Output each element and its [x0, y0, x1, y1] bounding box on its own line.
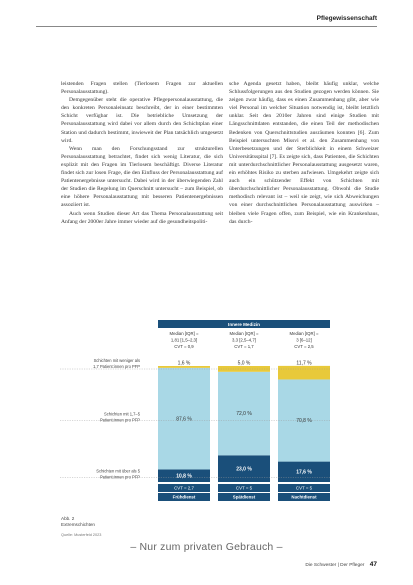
column-head-line: Median [IQR] =	[289, 331, 319, 336]
figure-caption	[61, 516, 101, 538]
chart-svg	[60, 320, 350, 525]
column-head-line: Median [IQR] =	[169, 331, 199, 336]
series-label: Patient:innen pro PFP	[99, 474, 140, 480]
category-label: Spätdienst	[232, 494, 256, 500]
page-footer	[305, 561, 377, 568]
right-column	[229, 80, 379, 226]
data-label: 72,0 %	[236, 411, 252, 418]
data-label: 87,6 %	[176, 416, 192, 423]
category-label: Frühdienst	[172, 494, 196, 500]
data-label: 11,7 %	[296, 360, 312, 367]
category-label: Nachtdienst	[291, 494, 317, 500]
column-head-line: 3,3 [2,5–4,7]	[232, 337, 256, 343]
column-head-line: 1,81 [1,5–2,3]	[170, 337, 198, 343]
cvt-note: CVT = 5	[235, 485, 253, 491]
data-label: 17,6 %	[296, 469, 312, 476]
cvt-note: CVT = 2,7	[174, 485, 194, 491]
series-label: Schichten mit weniger als	[93, 358, 140, 363]
series-label: Schichten mit über als 5	[96, 468, 140, 474]
bar-segment	[278, 366, 330, 380]
group-header-label: Innere Medizin	[228, 321, 260, 327]
data-label: 10,8 %	[176, 473, 192, 480]
header-rule	[36, 26, 377, 27]
series-label: 1,7 Patient:innen pro PFP	[93, 363, 140, 369]
data-label: 23,0 %	[236, 466, 252, 473]
journal-name: Die Schwester | Der Pfleger	[305, 563, 365, 568]
series-label: Patient:innen pro PFP	[99, 417, 140, 423]
caption-title: Abb. 2	[61, 516, 75, 521]
data-label: 70,8 %	[296, 418, 312, 425]
column-head-line: 3 [6–12]	[296, 337, 312, 343]
column-head-line: Median [IQR] =	[229, 331, 259, 336]
column-head-line: CVT = 0,9	[174, 344, 194, 349]
paragraph: Demgegenüber steht die operative Pflegepersonalausstattung, die den konkreten Personaleinsatz beschreibt, der in einer bestimmten Schicht verfügbar ist. Die betriebliche Umsetzung der Personalausstattung wird dabei vor allem durch den Schichtplan einer Station und dadurch bestimmt, inwieweit der Plan tatsächlich umgesetzt wird.	[61, 97, 223, 144]
cvt-note: CVT = 5	[295, 485, 313, 491]
left-column	[61, 80, 223, 226]
page-number: 47	[369, 561, 377, 568]
paragraph: leistenden Fragen stellen (Tierlosem Fragen zur aktuellen Personalausstattung).	[61, 81, 223, 96]
watermark: – Nur zum privaten Gebrauch –	[130, 541, 283, 553]
series-label: Schichten mit 1,7–5	[104, 411, 140, 417]
data-label: 1,6 %	[177, 360, 191, 367]
column-head-line: CVT = 1,7	[234, 344, 254, 349]
section-title: Pflegewissenschaft	[316, 15, 377, 22]
data-label: 5,0 %	[237, 360, 251, 367]
paragraph: Wenn man den Forschungsstand zur strukturellen Personalausstattung betrachtet, findet sich wenig Literatur, die sich explizit mit den Fragen im Tierlosem beschäftigt. Diverse Literatur findet sich zur losen Frage, die den Einfluss der Personalausstattung auf Patientenergebnisse untersucht. Dabei wird in der überwiegenden Zahl der Studien die Regelung im Querschnitt untersucht – zum Beispiel, ob eine höhere Personalausstattung mit besseren Patientenergebnissen assoziiert ist.	[61, 145, 223, 209]
caption-text: Extremschichten	[61, 522, 95, 527]
caption-source: Quelle: Musterfeld 2023	[61, 533, 102, 537]
column-head-line: CVT = 2,5	[294, 344, 314, 349]
paragraph: Auch wenn Studien dieser Art das Thema Personalausstattung seit Anfang der 2000er Jahre immer wieder auf die gesundheitspoliti-	[61, 210, 223, 225]
paragraph: sche Agenda gesetzt haben, bleibt häufig unklar, welche Schlussfolgerungen aus den Studien gezogen werden können. Sie zeigen zwar häufig, dass es einen Zusammenhang gibt, aber wie viel Personal im welcher Situation notwendig ist, bleibt letztlich unklar. Seit den 2010er Jahren sind einige Studien mit Längsschnittdaten entstanden, die einen Teil der methodischen Bedenken von Querschnittstudien ausräumen konnten [6]. Zum Beispiel untersuchten Missvi et al. den Zusammenhang von Unterbesetzungen und der Sterblichkeit in einem Schweizer Universitätsspital [7]. Es zeigte sich, dass Patienten, die Schichten mit unterdurchschnittlicher Personalausstattung ausgesetzt waren, ein erhöhtes Risiko zu sterben aufwiesen. Umgekehrt zeigte sich auch ein schützender Effekt von Schichten mit überdurchschnittlicher Personalausstattung. Obwohl die Studie methodisch relevant ist – weil sie zeigt, wie sich Abweichungen von einer durchschnittlichen Personalausstattung auswirken – bleiben viele Fragen offen, zum Beispiel, wie ein Krankenhaus, das durch-	[229, 81, 379, 225]
stacked-bar-chart	[60, 320, 350, 525]
